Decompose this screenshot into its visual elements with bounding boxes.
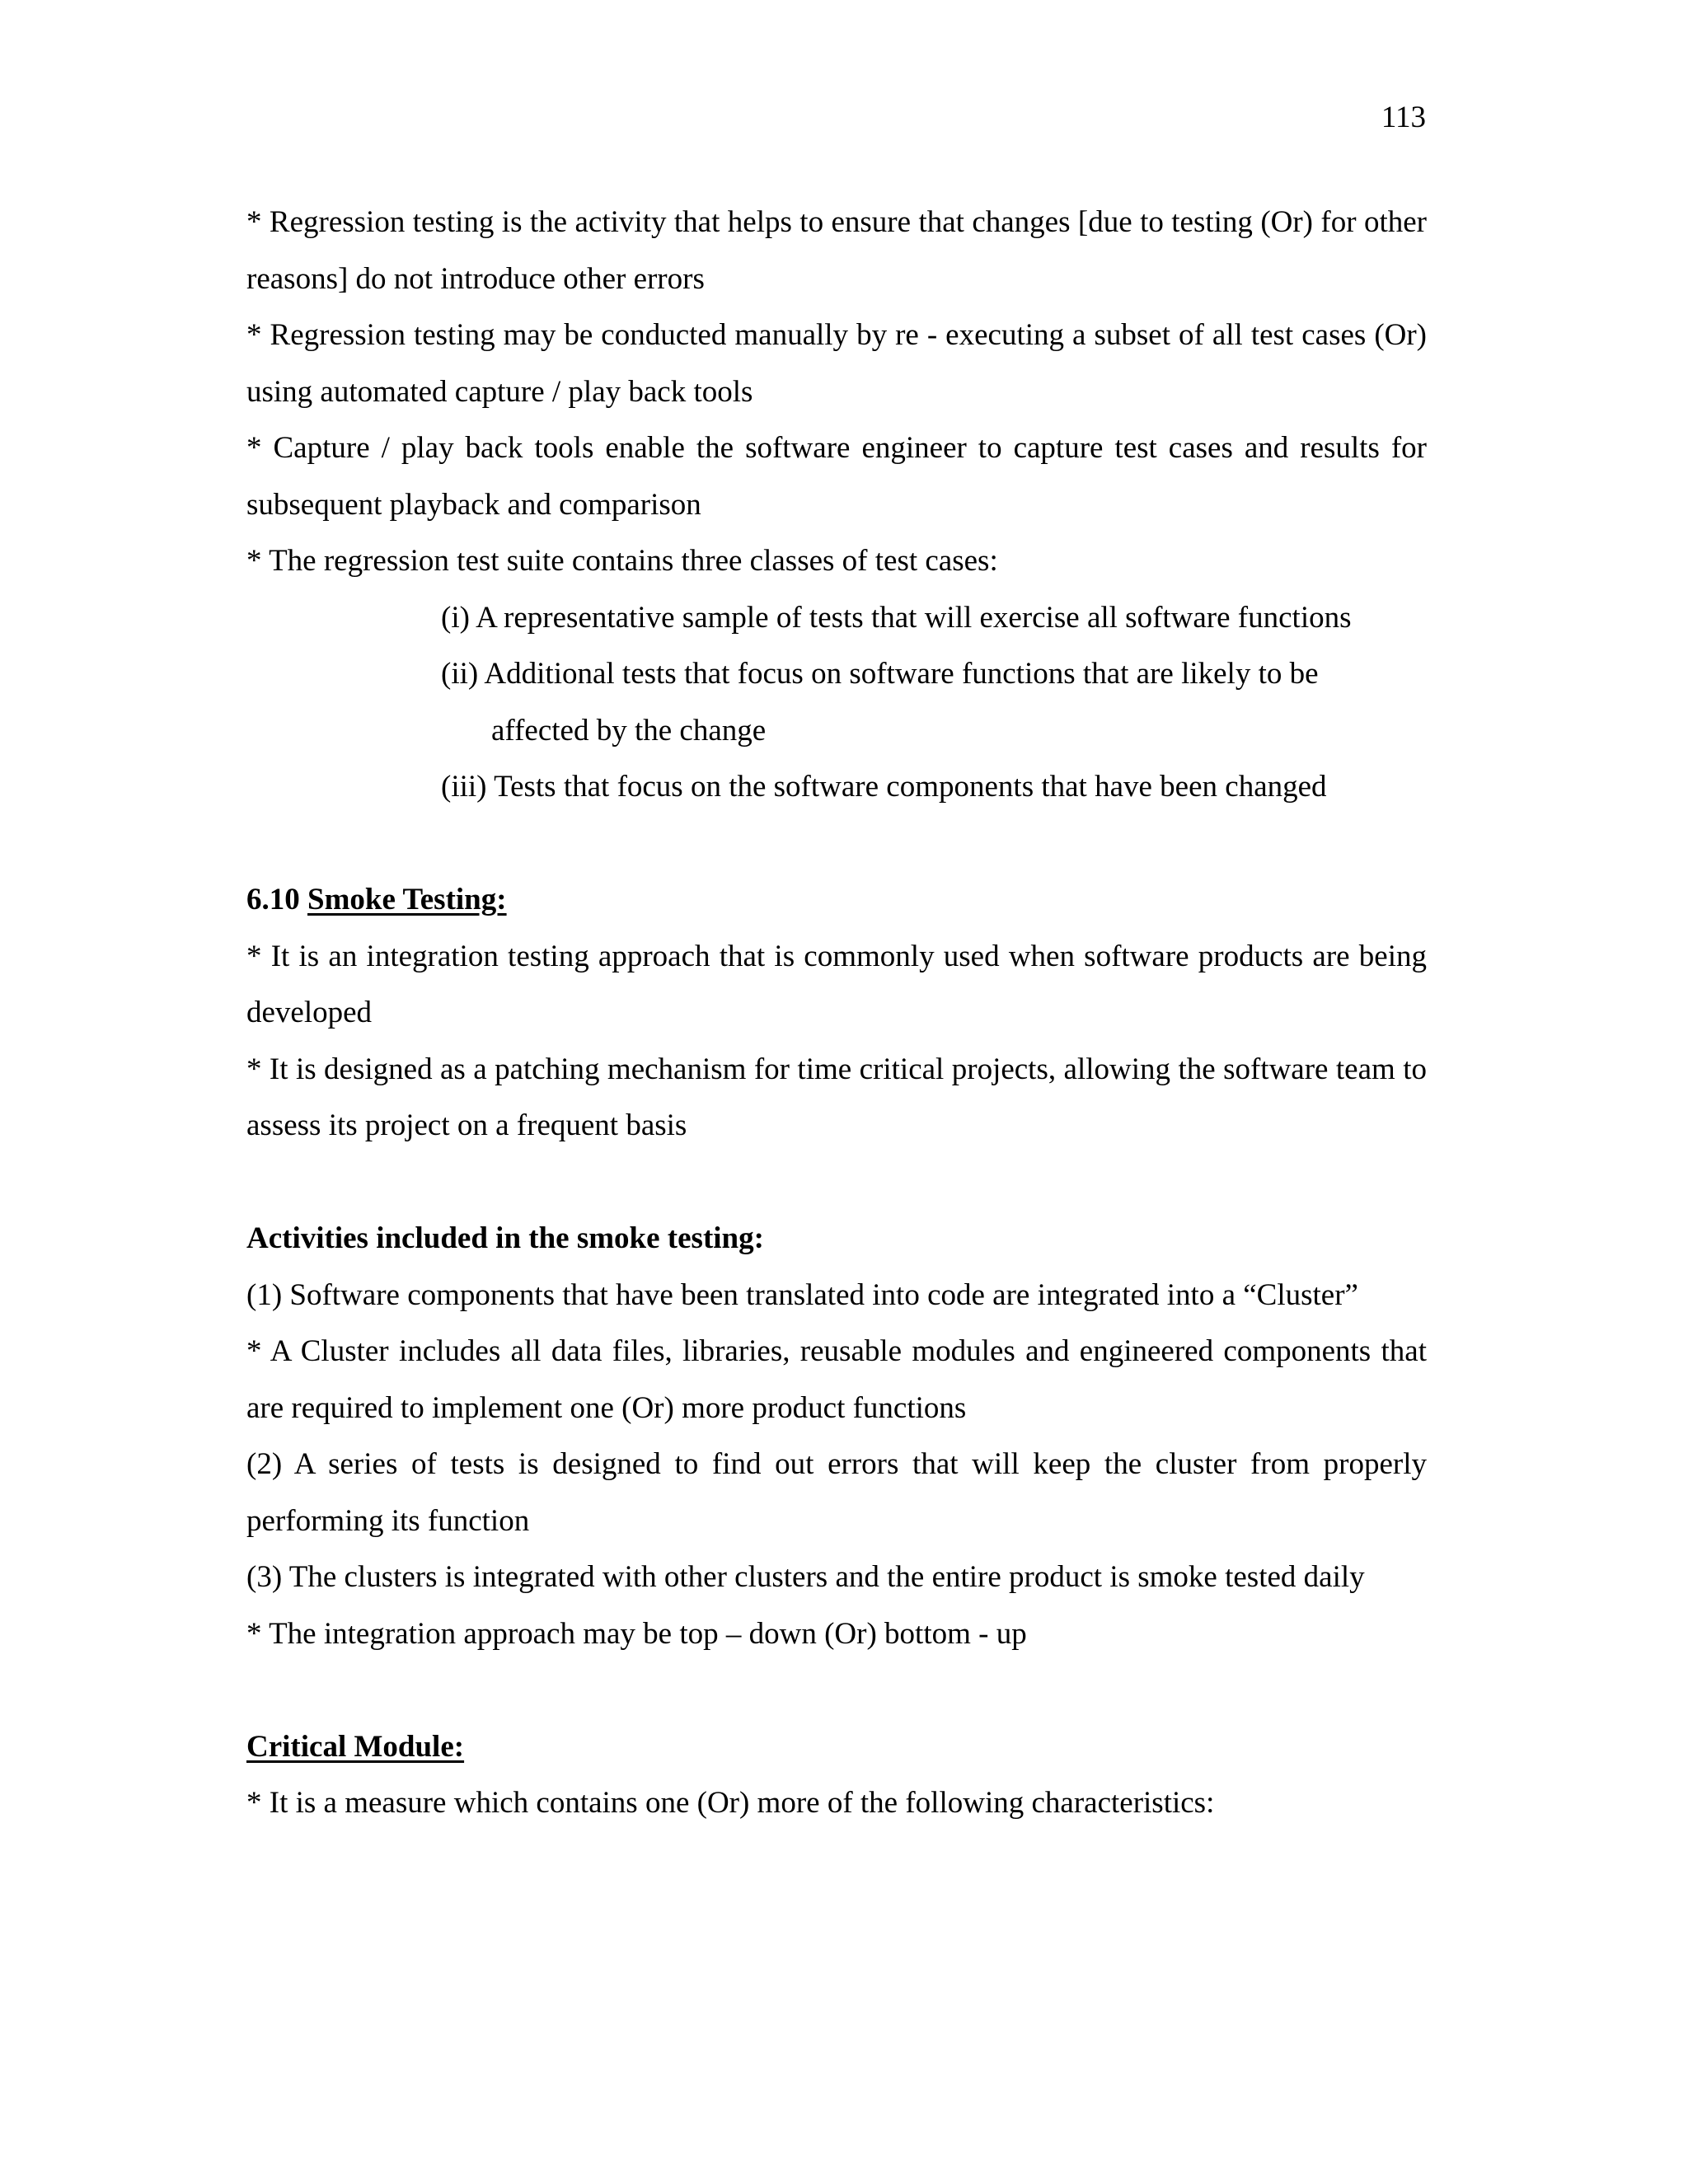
test-class-item: (iii) Tests that focus on the software components that have been changed xyxy=(441,770,1327,804)
section-spacer xyxy=(246,1155,1427,1212)
test-class-item: (i) A representative sample of tests that will exercise all software functions xyxy=(441,600,1352,635)
critical-module-section xyxy=(246,1719,1427,1832)
smoke-paragraph-2: * It is designed as a patching mechanism for time critical projects, allowing the software team to assess its project on a frequent basis xyxy=(246,1052,1427,1142)
section-spacer xyxy=(246,816,1427,873)
smoke-paragraph-1: * It is an integration testing approach that is commonly used when software products are being developed xyxy=(246,939,1427,1029)
activities-section xyxy=(246,1211,1427,1662)
activity-item: * A Cluster includes all data files, libraries, reusable modules and engineered components that are required to implement one (Or) more product functions xyxy=(246,1334,1427,1425)
activities-heading: Activities included in the smoke testing: xyxy=(246,1221,764,1255)
critical-module-heading xyxy=(246,1719,1427,1776)
critical-module-paragraph: * It is a measure which contains one (Or) more of the following characteristics: xyxy=(246,1786,1215,1820)
test-class-list xyxy=(246,590,1427,816)
activity-item: * The integration approach may be top – down (Or) bottom - up xyxy=(246,1616,1027,1651)
page-body xyxy=(246,194,1427,1832)
activity-item: (3) The clusters is integrated with other clusters and the entire product is smoke tested daily xyxy=(246,1560,1365,1594)
critical-module-title: Critical Module: xyxy=(246,1729,465,1764)
smoke-testing-heading xyxy=(246,872,1427,929)
regression-testing-section xyxy=(246,194,1427,816)
regression-paragraph-3: * Capture / play back tools enable the software engineer to capture test cases and results for subsequent playback and comparison xyxy=(246,431,1427,522)
page-number: 113 xyxy=(1381,101,1426,134)
regression-paragraph-4: * The regression test suite contains three classes of test cases: xyxy=(246,544,998,578)
activity-item: (2) A series of tests is designed to find out errors that will keep the cluster from properly performing its function xyxy=(246,1447,1427,1538)
regression-paragraph-2: * Regression testing may be conducted manually by re - executing a subset of all test cases (Or) using automated capture / play back tools xyxy=(246,318,1427,409)
section-spacer xyxy=(246,1662,1427,1719)
test-class-item-continuation: affected by the change xyxy=(491,713,767,748)
activity-item: (1) Software components that have been translated into code are integrated into a “Cluster” xyxy=(246,1277,1358,1312)
regression-paragraph-1: * Regression testing is the activity that helps to ensure that changes [due to testing (Or) for other reasons] do not introduce other errors xyxy=(246,205,1427,296)
section-number: 6.10 xyxy=(246,883,300,916)
test-class-item: (ii) Additional tests that focus on software functions that are likely to be xyxy=(441,657,1319,691)
section-title: Smoke Testing: xyxy=(307,883,507,916)
smoke-testing-section xyxy=(246,872,1427,1155)
